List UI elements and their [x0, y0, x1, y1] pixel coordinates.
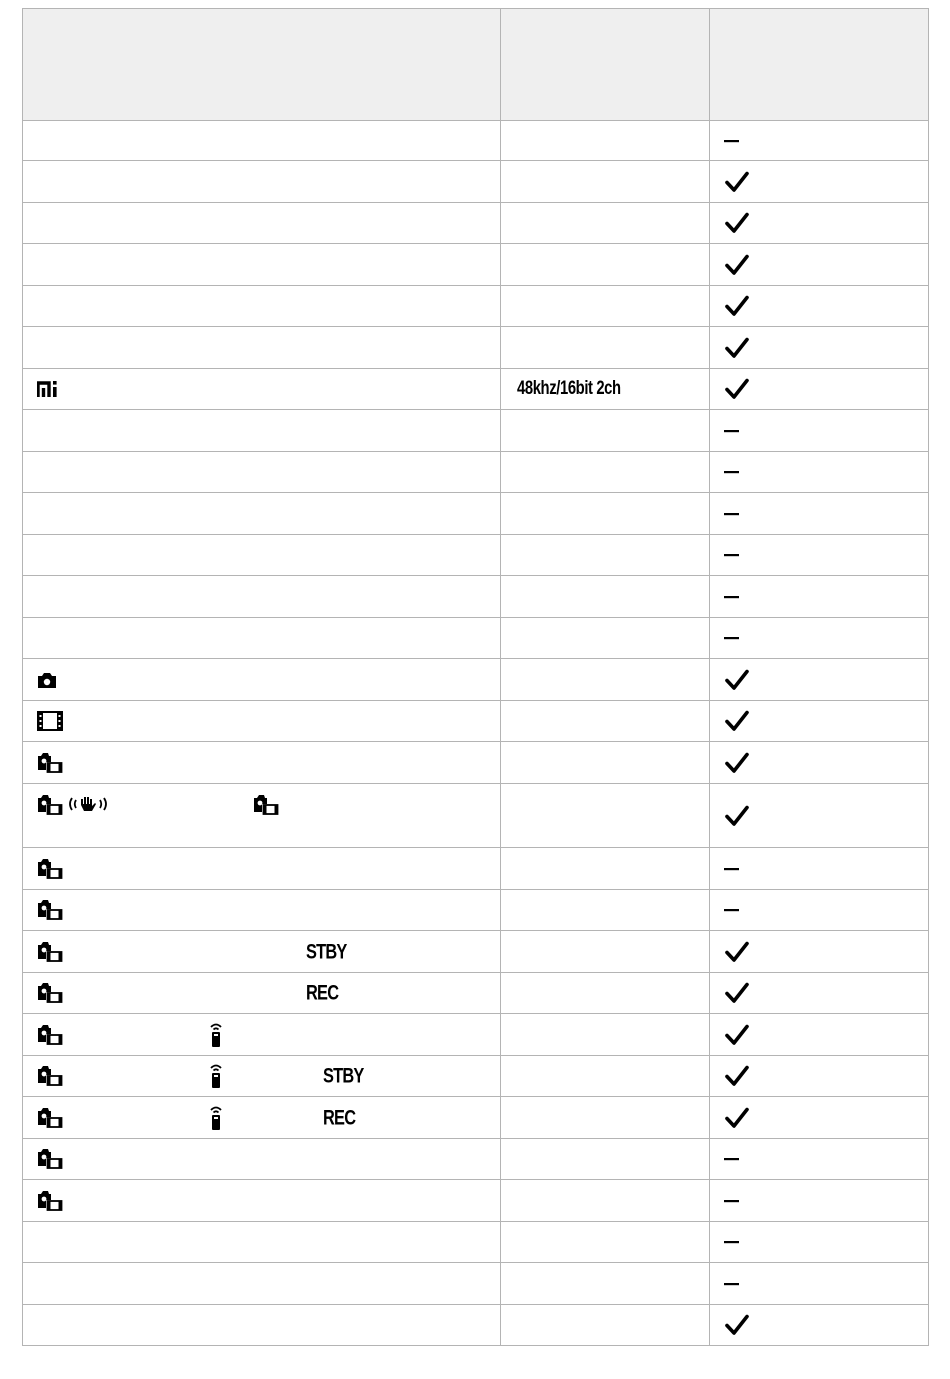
camera-movie-icon: [37, 858, 63, 880]
table-row: [23, 410, 928, 452]
remote-icon: [209, 1063, 223, 1089]
header-cell-value: [501, 9, 710, 120]
value-cell: [501, 848, 710, 889]
item-cell: [23, 1097, 501, 1138]
table-row: [23, 784, 928, 848]
support-cell: [710, 1139, 928, 1179]
item-cell: [23, 493, 501, 534]
table-row: [23, 576, 928, 618]
table-row: [23, 244, 928, 286]
camera-movie-icon: [37, 1148, 63, 1170]
item-cell: [23, 410, 501, 451]
value-cell: [501, 659, 710, 700]
dash-icon: [724, 429, 740, 433]
item-cell: [23, 701, 501, 741]
table-row: [23, 931, 928, 973]
remote-icon: [209, 1105, 223, 1131]
steady-shot-icon: [67, 794, 109, 814]
value-cell: [501, 1263, 710, 1304]
value-cell: [501, 286, 710, 326]
support-cell: [710, 742, 928, 783]
settings-table: [22, 8, 929, 1346]
remote-icon: [209, 1022, 223, 1048]
value-cell: [501, 1180, 710, 1221]
table-row: [23, 493, 928, 535]
item-cell: [23, 618, 501, 658]
support-cell: [710, 576, 928, 617]
value-cell: [501, 452, 710, 492]
table-row: [23, 973, 928, 1014]
camera-movie-icon: [37, 941, 63, 963]
value-cell: [501, 973, 710, 1013]
dash-icon: [724, 595, 740, 599]
value-cell: [501, 244, 710, 285]
support-cell: [710, 327, 928, 368]
support-cell: [710, 701, 928, 741]
status-label: REC: [323, 1106, 356, 1129]
support-cell: [710, 369, 928, 409]
check-icon: [724, 805, 750, 827]
check-icon: [724, 982, 750, 1004]
value-cell: [501, 327, 710, 368]
item-cell: [23, 327, 501, 368]
camera-movie-icon: [253, 794, 279, 816]
status-label: REC: [306, 981, 339, 1005]
support-cell: [710, 1014, 928, 1055]
item-cell: [23, 244, 501, 285]
status-label: STBY: [323, 1064, 364, 1088]
item-cell: [23, 203, 501, 243]
check-icon: [724, 669, 750, 691]
value-cell: [501, 701, 710, 741]
support-cell: [710, 659, 928, 700]
table-row: [23, 1263, 928, 1305]
dash-icon: [724, 139, 740, 143]
item-cell: [23, 890, 501, 930]
table-row: [23, 1180, 928, 1222]
dash-icon: [724, 1282, 740, 1286]
item-cell: [23, 161, 501, 202]
table-row: [23, 890, 928, 931]
check-icon: [724, 1065, 750, 1087]
check-icon: [724, 378, 750, 400]
item-cell: [23, 1056, 501, 1096]
support-cell: [710, 161, 928, 202]
check-icon: [724, 337, 750, 359]
camera-movie-icon: [37, 1190, 63, 1212]
table-row: [23, 1139, 928, 1180]
item-cell: [23, 848, 501, 889]
table-row: [23, 618, 928, 659]
check-icon: [724, 1107, 750, 1129]
item-cell: [23, 452, 501, 492]
support-cell: [710, 1097, 928, 1138]
support-cell: [710, 890, 928, 930]
dash-icon: [724, 908, 740, 912]
support-cell: [710, 203, 928, 243]
audio-format-icon: [37, 380, 61, 398]
check-icon: [724, 254, 750, 276]
table-row: [23, 121, 928, 161]
value-cell: [501, 1014, 710, 1055]
value-cell: [501, 410, 710, 451]
support-cell: [710, 1222, 928, 1262]
value-cell: [501, 535, 710, 575]
table-row: [23, 1097, 928, 1139]
value-cell: [501, 1097, 710, 1138]
table-row: [23, 286, 928, 327]
item-cell: [23, 1014, 501, 1055]
table-row: [23, 701, 928, 742]
support-cell: [710, 286, 928, 326]
check-icon: [724, 212, 750, 234]
dash-icon: [724, 553, 740, 557]
check-icon: [724, 1314, 750, 1336]
header-cell-item: [23, 9, 501, 120]
value-cell: [501, 576, 710, 617]
value-cell: [501, 1222, 710, 1262]
table-row: [23, 742, 928, 784]
status-label: STBY: [306, 940, 347, 963]
item-cell: [23, 973, 501, 1013]
dash-icon: [724, 636, 740, 640]
movie-film-icon: [37, 711, 63, 731]
item-cell: [23, 742, 501, 783]
value-cell: [501, 1056, 710, 1096]
value-cell: [501, 1305, 710, 1345]
table-row: [23, 203, 928, 244]
camera-movie-icon: [37, 752, 63, 774]
check-icon: [724, 752, 750, 774]
support-cell: [710, 784, 928, 847]
support-cell: [710, 1056, 928, 1096]
table-row: [23, 1222, 928, 1263]
dash-icon: [724, 1240, 740, 1244]
value-text: 48khz/16bit 2ch: [517, 378, 621, 399]
table-row: [23, 848, 928, 890]
table-header: [23, 9, 928, 121]
dash-icon: [724, 1157, 740, 1161]
camera-movie-icon: [37, 982, 63, 1004]
support-cell: [710, 973, 928, 1013]
support-cell: [710, 1263, 928, 1304]
value-cell: [501, 618, 710, 658]
check-icon: [724, 1024, 750, 1046]
camera-movie-icon: [37, 1065, 63, 1087]
table-row: [23, 535, 928, 576]
check-icon: [724, 710, 750, 732]
camera-movie-icon: [37, 1107, 63, 1129]
support-cell: [710, 410, 928, 451]
value-cell: [501, 121, 710, 160]
value-cell: [501, 493, 710, 534]
support-cell: [710, 618, 928, 658]
header-cell-support: [710, 9, 928, 120]
item-cell: [23, 121, 501, 160]
item-cell: [23, 1222, 501, 1262]
item-cell: [23, 784, 501, 847]
item-cell: [23, 1263, 501, 1304]
dash-icon: [724, 470, 740, 474]
support-cell: [710, 535, 928, 575]
check-icon: [724, 941, 750, 963]
support-cell: [710, 493, 928, 534]
support-cell: [710, 1305, 928, 1345]
support-cell: [710, 121, 928, 160]
dash-icon: [724, 512, 740, 516]
camera-movie-icon: [37, 1024, 63, 1046]
check-icon: [724, 295, 750, 317]
table-row: [23, 1014, 928, 1056]
value-cell: [501, 161, 710, 202]
value-cell: [501, 369, 710, 409]
item-cell: [23, 1305, 501, 1345]
dash-icon: [724, 867, 740, 871]
item-cell: [23, 659, 501, 700]
camera-movie-icon: [37, 899, 63, 921]
table-row: [23, 369, 928, 410]
value-cell: [501, 742, 710, 783]
support-cell: [710, 848, 928, 889]
check-icon: [724, 171, 750, 193]
item-cell: [23, 1139, 501, 1179]
value-cell: [501, 890, 710, 930]
support-cell: [710, 244, 928, 285]
item-cell: [23, 286, 501, 326]
value-cell: [501, 1139, 710, 1179]
support-cell: [710, 452, 928, 492]
item-cell: [23, 535, 501, 575]
item-cell: [23, 576, 501, 617]
table-row: [23, 1305, 928, 1345]
table-row: [23, 327, 928, 369]
camera-icon: [37, 671, 57, 689]
item-cell: [23, 931, 501, 972]
table-body: [23, 121, 928, 1345]
item-cell: [23, 1180, 501, 1221]
table-row: [23, 659, 928, 701]
support-cell: [710, 931, 928, 972]
table-row: [23, 161, 928, 203]
item-cell: [23, 369, 501, 409]
table-row: [23, 1056, 928, 1097]
camera-movie-icon: [37, 794, 63, 816]
support-cell: [710, 1180, 928, 1221]
value-cell: [501, 784, 710, 847]
table-row: [23, 452, 928, 493]
value-cell: [501, 931, 710, 972]
value-cell: [501, 203, 710, 243]
dash-icon: [724, 1199, 740, 1203]
